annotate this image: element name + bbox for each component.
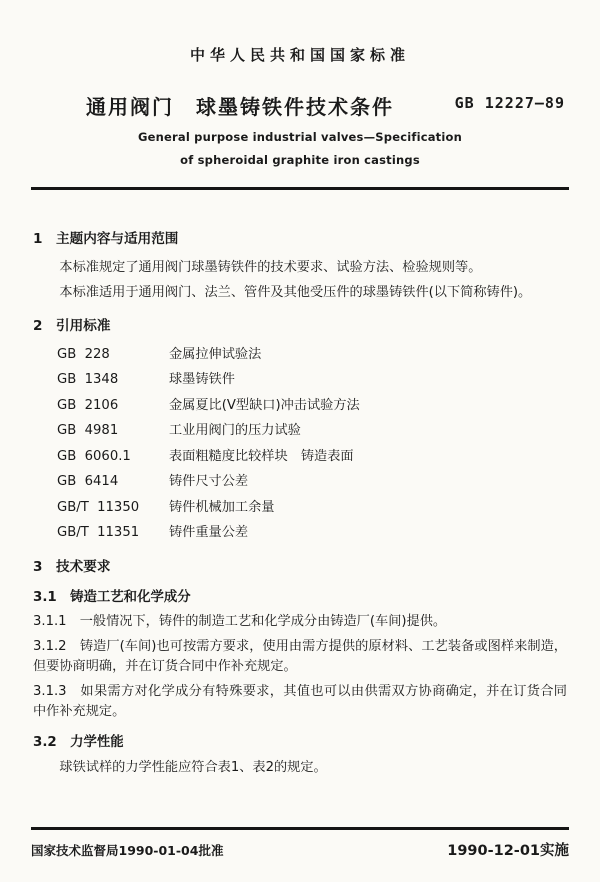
reference-code: GB 6060.1 xyxy=(57,448,131,464)
section-1-heading: 1 主题内容与适用范围 xyxy=(33,231,179,247)
approval-authority-text: 国家技术监督局1990-01-04批准 xyxy=(31,843,224,858)
reference-code: GB 4981 xyxy=(57,423,119,439)
reference-item xyxy=(57,345,567,365)
document-title: 通用阀门 球墨铸铁件技术条件 xyxy=(86,95,394,119)
section-3-2-heading: 3.2 力学性能 xyxy=(33,734,124,750)
document-body xyxy=(31,190,569,778)
national-standard-label: 中华人民共和国国家标准 xyxy=(189,46,410,64)
footer-row xyxy=(31,839,569,860)
reference-list xyxy=(57,345,567,544)
reference-item xyxy=(57,498,567,518)
reference-title: 表面粗糙度比较样块 铸造表面 xyxy=(169,448,354,464)
reference-item xyxy=(57,523,567,543)
standard-number: GB 12227—89 xyxy=(454,94,565,112)
reference-code: GB 6414 xyxy=(57,474,119,490)
clause-3-2-paragraph: 球铁试样的力学性能应符合表1、表2的规定。 xyxy=(59,759,327,775)
reference-title: 金属拉伸试验法 xyxy=(169,347,262,363)
title-row xyxy=(31,91,569,121)
reference-code: GB/T 11350 xyxy=(57,499,140,515)
reference-title: 金属夏比(V型缺口)冲击试验方法 xyxy=(169,397,360,413)
reference-title: 铸件重量公差 xyxy=(169,525,249,541)
reference-title: 铸件尺寸公差 xyxy=(169,474,249,490)
section-3-heading: 3 技术要求 xyxy=(33,558,111,575)
reference-title: 球墨铸铁件 xyxy=(169,372,235,388)
reference-item xyxy=(57,370,567,390)
footer-divider xyxy=(31,827,569,830)
english-subtitle-line1: General purpose industrial valves—Specification xyxy=(137,130,463,144)
reference-code: GB/T 11351 xyxy=(57,525,140,541)
reference-code: GB 2106 xyxy=(57,397,119,413)
clause-3-1-1: 3.1.1 一般情况下，铸件的制造工艺和化学成分由铸造厂(车间)提供。 xyxy=(33,614,447,630)
reference-title: 工业用阀门的压力试验 xyxy=(169,423,301,439)
reference-item xyxy=(57,472,567,492)
reference-item xyxy=(57,447,567,467)
section-2-heading: 2 引用标准 xyxy=(33,317,111,334)
section-3-1-heading: 3.1 铸造工艺和化学成分 xyxy=(33,589,191,605)
reference-code: GB 1348 xyxy=(57,372,119,388)
english-subtitle-line2: of spheroidal graphite iron castings xyxy=(180,153,420,167)
clause-3-1-3: 3.1.3 如果需方对化学成分有特殊要求，其值也可以由供需双方协商确定，并在订货合同中作补充规定。 xyxy=(33,683,567,720)
section-1-paragraph-1: 本标准规定了通用阀门球墨铸铁件的技术要求、试验方法、检验规则等。 xyxy=(59,260,482,276)
reference-code: GB 228 xyxy=(57,347,110,363)
reference-item xyxy=(57,421,567,441)
reference-title: 铸件机械加工余量 xyxy=(169,499,275,515)
reference-item xyxy=(57,396,567,416)
section-1-paragraph-2: 本标准适用于通用阀门、法兰、管件及其他受压件的球墨铸铁件(以下简称铸件)。 xyxy=(59,284,532,300)
document-footer xyxy=(31,827,569,860)
implementation-date-text: 1990-12-01实施 xyxy=(447,843,569,859)
clause-3-1-2: 3.1.2 铸造厂(车间)也可按需方要求，使用由需方提供的原材料、工艺装备或图样来制造，但要协商明确，并在订货合同中作补充规定。 xyxy=(33,638,567,675)
